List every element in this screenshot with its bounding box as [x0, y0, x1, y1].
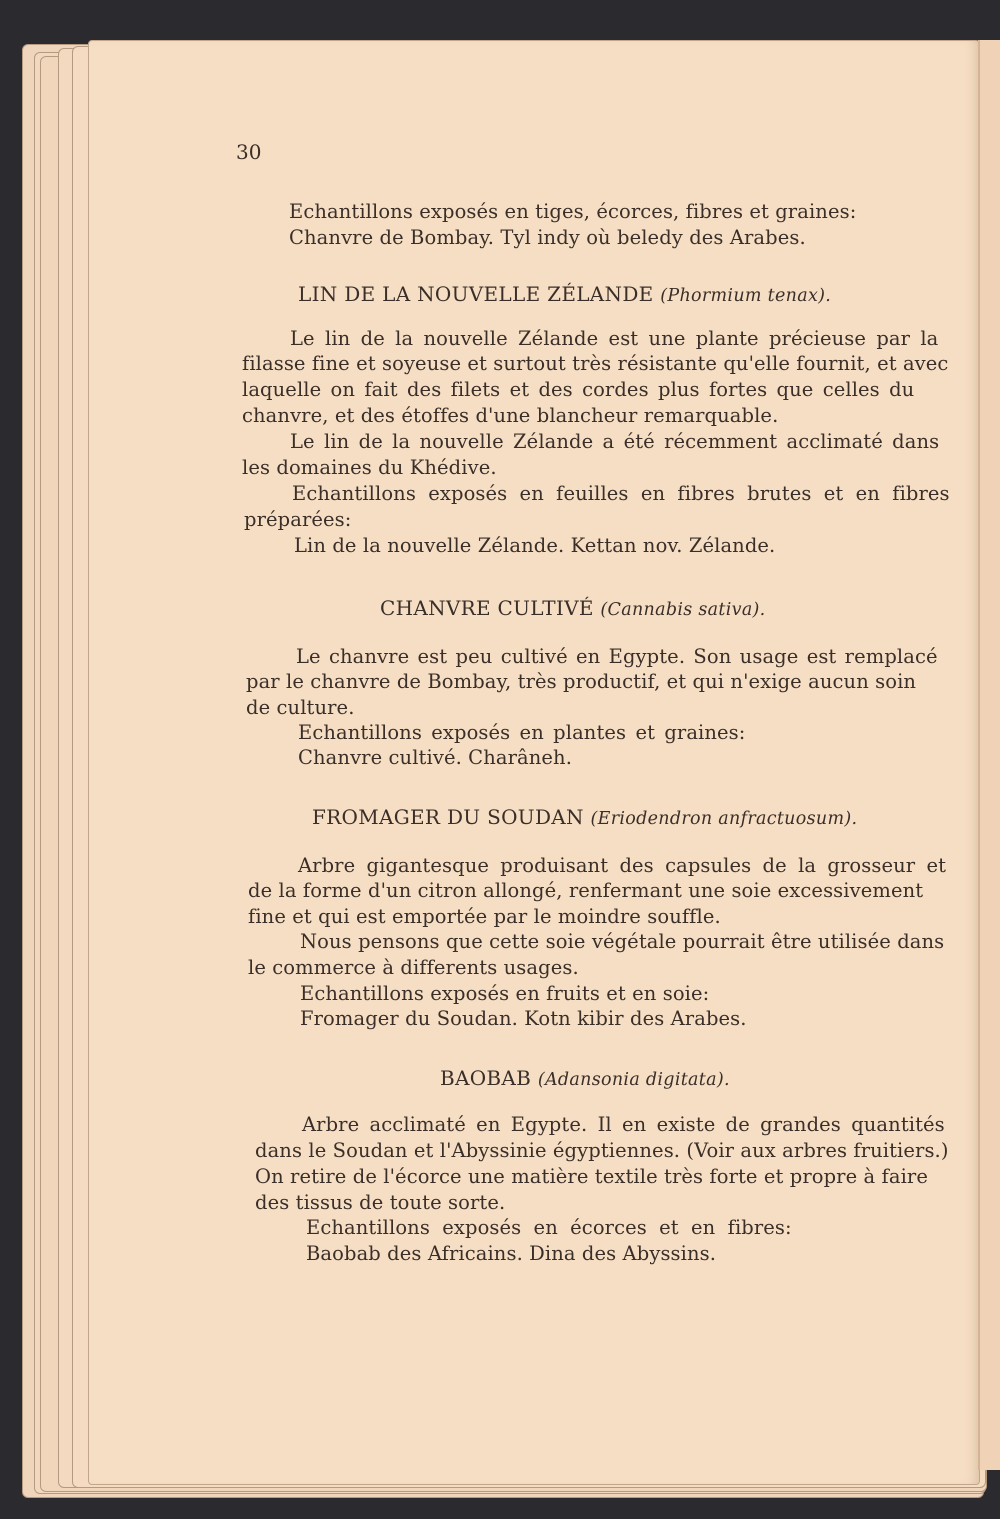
paragraph-line: de culture.: [246, 696, 355, 719]
paragraph-line: dans le Soudan et l'Abyssinie égyptiennes. (Voir aux arbres fruitiers.): [255, 1139, 949, 1162]
section-title: BAOBAB: [440, 1066, 532, 1090]
section-title: FROMAGER DU SOUDAN: [312, 805, 584, 829]
paragraph-line: de la forme d'un citron allongé, renfermant une soie excessivement: [248, 879, 924, 902]
section-heading: [380, 596, 766, 620]
paragraph-line: Lin de la nouvelle Zélande. Kettan nov. Zélande.: [294, 534, 776, 557]
paragraph-line: des tissus de toute sorte.: [255, 1191, 506, 1214]
section-latin-name: (Cannabis sativa).: [600, 600, 766, 620]
section-latin-name: (Phormium tenax).: [660, 286, 832, 306]
section-heading: [312, 805, 857, 829]
paragraph-line: laquelle on fait des filets et des cordes plus fortes que celles du: [242, 378, 915, 401]
section-title: LIN DE LA NOUVELLE ZÉLANDE: [298, 282, 654, 306]
paragraph-line: Le chanvre est peu cultivé en Egypte. Son usage est remplacé: [296, 645, 938, 668]
paragraph-line: les domaines du Khédive.: [242, 456, 497, 479]
paragraph-line: Fromager du Soudan. Kotn kibir des Arabes.: [300, 1007, 747, 1030]
paragraph-line: Chanvre cultivé. Charâneh.: [298, 746, 572, 769]
paragraph-line: Echantillons exposés en plantes et graines:: [298, 721, 746, 744]
section-heading: [440, 1066, 730, 1090]
paragraph-line: Arbre acclimaté en Egypte. Il en existe de grandes quantités: [302, 1113, 945, 1136]
paragraph-line: chanvre, et des étoffes d'une blancheur remarquable.: [242, 404, 779, 427]
paragraph-line: On retire de l'écorce une matière textile très forte et propre à faire: [255, 1165, 928, 1188]
paragraph-line: Echantillons exposés en écorces et en fibres:: [306, 1216, 792, 1239]
paragraph-line: Echantillons exposés en fruits et en soie:: [300, 982, 710, 1005]
section-latin-name: (Adansonia digitata).: [537, 1070, 730, 1090]
paragraph-line: Le lin de la nouvelle Zélande a été récemment acclimaté dans: [290, 430, 940, 453]
paragraph-line: Nous pensons que cette soie végétale pourrait être utilisée dans: [300, 930, 945, 953]
paragraph-line: Echantillons exposés en feuilles en fibres brutes et en fibres: [292, 482, 950, 505]
page-number: 30: [236, 140, 262, 164]
section-heading: [298, 282, 831, 306]
paragraph-line: préparées:: [244, 508, 352, 531]
intro-line: Echantillons exposés en tiges, écorces, fibres et graines:: [289, 200, 857, 223]
section-latin-name: (Eriodendron anfractuosum).: [590, 809, 858, 829]
paragraph-line: le commerce à differents usages.: [248, 956, 579, 979]
paragraph-line: fine et qui est emportée par le moindre souffle.: [248, 905, 721, 928]
paragraph-line: Le lin de la nouvelle Zélande est une plante précieuse par la: [290, 327, 939, 350]
paragraph-line: par le chanvre de Bombay, très productif, et qui n'exige aucun soin: [246, 670, 917, 693]
paragraph-line: Arbre gigantesque produisant des capsules de la grosseur et: [298, 854, 947, 877]
intro-line: Chanvre de Bombay. Tyl indy où beledy des Arabes.: [289, 226, 806, 249]
paragraph-line: Baobab des Africains. Dina des Abyssins.: [306, 1242, 717, 1265]
paragraph-line: filasse fine et soyeuse et surtout très résistante qu'elle fournit, et avec: [242, 352, 949, 375]
section-title: CHANVRE CULTIVÉ: [380, 596, 594, 620]
